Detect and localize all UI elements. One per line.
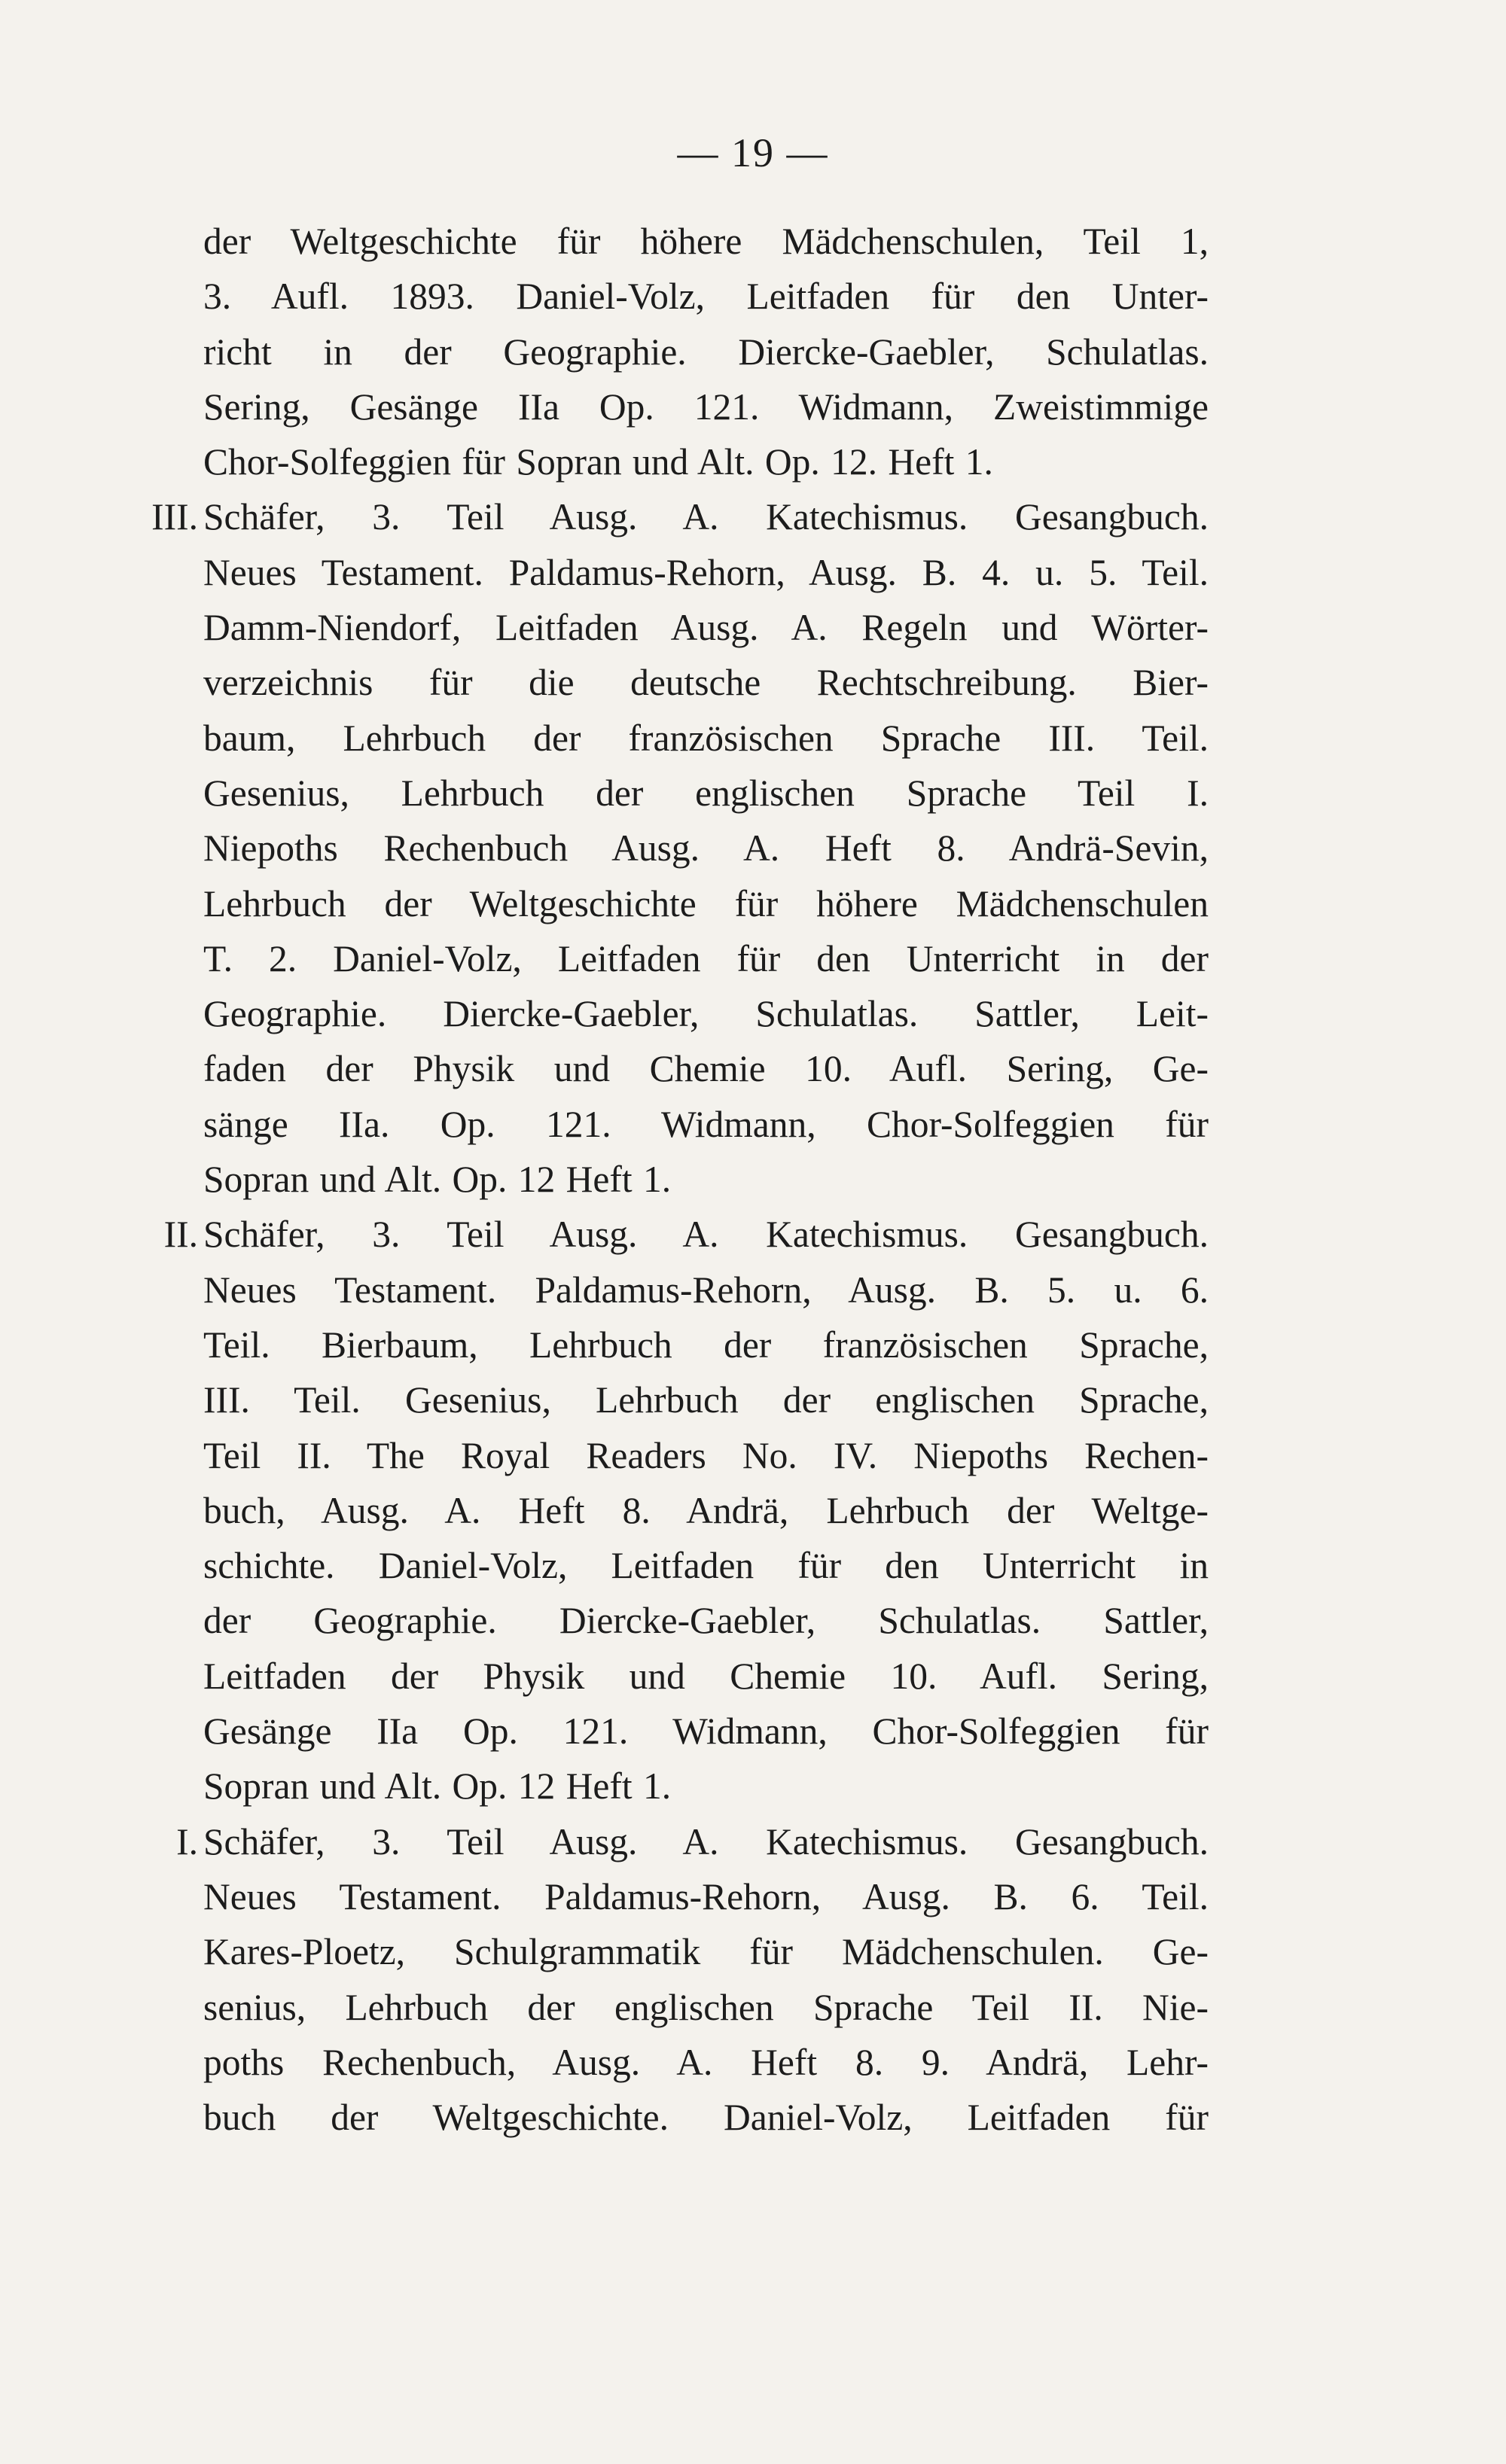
text-line: Neues Testament. Paldamus-Rehorn, Ausg. B. 5. u. 6. [203, 1269, 1209, 1311]
text-line: Gesänge IIa Op. 121. Widmann, Chor-Solfeggien für [203, 1710, 1209, 1753]
text-line: sänge IIa. Op. 121. Widmann, Chor-Solfeggien für [203, 1103, 1209, 1145]
text-line: III. Teil. Gesenius, Lehrbuch der englischen Sprache, [203, 1379, 1209, 1421]
text-section [117, 1207, 1209, 1814]
text-line: Neues Testament. Paldamus-Rehorn, Ausg. B. 6. Teil. [203, 1875, 1209, 1917]
text-line: verzeichnis für die deutsche Rechtschreibung. Bier- [203, 662, 1209, 704]
text-line: Schäfer, 3. Teil Ausg. A. Katechismus. Gesangbuch. [203, 1214, 1209, 1256]
text-line: Teil. Bierbaum, Lehrbuch der französischen Sprache, [203, 1323, 1209, 1366]
text-line: richt in der Geographie. Diercke-Gaebler, Schulatlas. [203, 330, 1209, 373]
body-text [117, 214, 1209, 2145]
text-line: Lehrbuch der Weltgeschichte für höhere Mädchenschulen [203, 882, 1209, 924]
section-label: III. [151, 496, 198, 538]
text-line: Niepoths Rechenbuch Ausg. A. Heft 8. Andrä-Sevin, [203, 827, 1209, 870]
text-line: Gesenius, Lehrbuch der englischen Sprache Teil I. [203, 772, 1209, 814]
text-section [117, 489, 1209, 1207]
text-line: faden der Physik und Chemie 10. Aufl. Sering, Ge- [203, 1048, 1209, 1090]
text-section [117, 214, 1209, 489]
text-line: Chor-Solfeggien für Sopran und Alt. Op. 12. Heft 1. [203, 441, 993, 483]
text-line: Kares-Ploetz, Schulgrammatik für Mädchenschulen. Ge- [203, 1931, 1209, 1973]
section-label [117, 214, 198, 269]
text-line: Leitfaden der Physik und Chemie 10. Aufl. Sering, [203, 1655, 1209, 1697]
text-line: Sopran und Alt. Op. 12 Heft 1. [203, 1765, 672, 1808]
text-line: Neues Testament. Paldamus-Rehorn, Ausg. B. 4. u. 5. Teil. [203, 551, 1209, 593]
text-line: schichte. Daniel-Volz, Leitfaden für den Unterricht in [203, 1545, 1209, 1587]
text-line: senius, Lehrbuch der englischen Sprache Teil II. Nie- [203, 1986, 1209, 2028]
section-label: II. [163, 1214, 198, 1256]
text-line: der Weltgeschichte für höhere Mädchenschulen, Teil 1, [203, 221, 1209, 262]
text-line: Damm-Niendorf, Leitfaden Ausg. A. Regeln und Wörter- [203, 607, 1209, 649]
text-line: baum, Lehrbuch der französischen Sprache III. Teil. [203, 717, 1209, 759]
section-label: I. [176, 1820, 198, 1862]
text-line: T. 2. Daniel-Volz, Leitfaden für den Unterricht in der [203, 937, 1209, 979]
text-line: 3. Aufl. 1893. Daniel-Volz, Leitfaden für den Unter- [203, 276, 1209, 318]
text-line: buch, Ausg. A. Heft 8. Andrä, Lehrbuch der Weltge- [203, 1489, 1209, 1531]
text-line: Geographie. Diercke-Gaebler, Schulatlas. Sattler, Leit- [203, 993, 1209, 1035]
text-line: Teil II. The Royal Readers No. IV. Niepoths Rechen- [203, 1434, 1209, 1476]
text-section [117, 1814, 1209, 2146]
text-line: Sopran und Alt. Op. 12 Heft 1. [203, 1159, 672, 1201]
text-line: Schäfer, 3. Teil Ausg. A. Katechismus. Gesangbuch. [203, 496, 1209, 538]
text-line: poths Rechenbuch, Ausg. A. Heft 8. 9. Andrä, Lehr- [203, 2041, 1209, 2083]
text-line: Schäfer, 3. Teil Ausg. A. Katechismus. Gesangbuch. [203, 1820, 1209, 1862]
text-line: der Geographie. Diercke-Gaebler, Schulatlas. Sattler, [203, 1600, 1209, 1642]
page-number: — 19 — [677, 130, 829, 175]
text-line: buch der Weltgeschichte. Daniel-Volz, Leitfaden für [203, 2097, 1209, 2139]
text-line: Sering, Gesänge IIa Op. 121. Widmann, Zweistimmige [203, 385, 1209, 428]
